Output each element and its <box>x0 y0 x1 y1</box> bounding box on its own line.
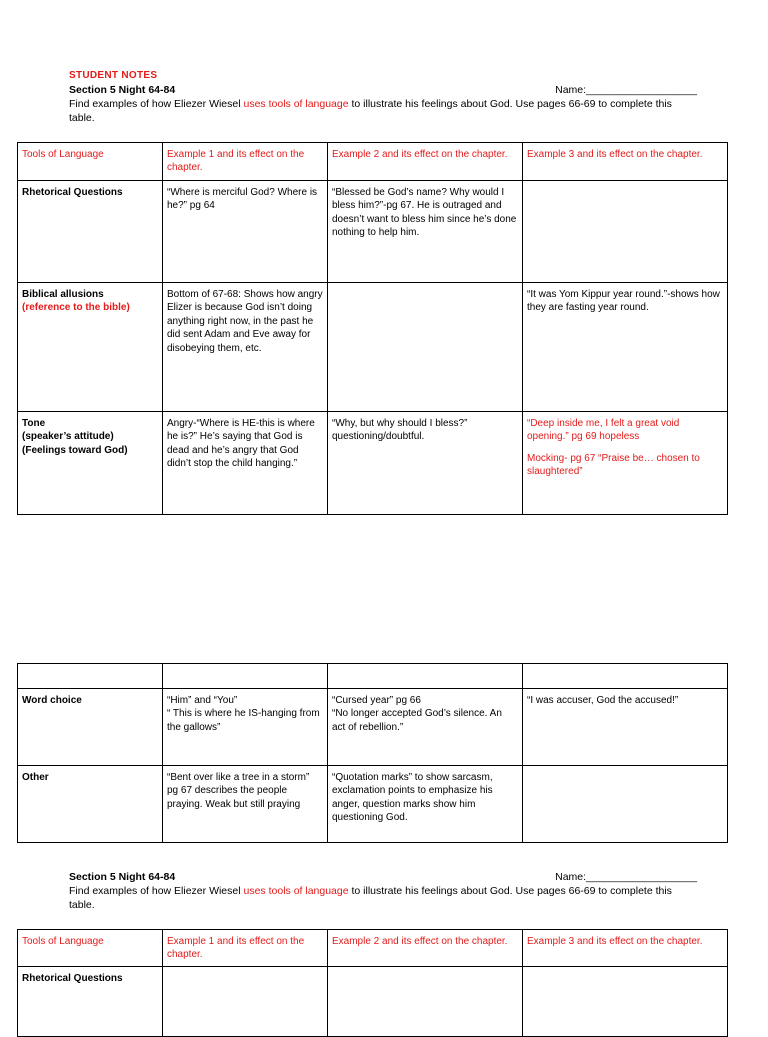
student-notes-title: STUDENT NOTES <box>69 70 158 81</box>
header-example-1: Example 1 and its effect on the chapter. <box>163 930 328 967</box>
header-2 <box>69 870 699 912</box>
table-header-row <box>18 143 728 181</box>
cell-example-1[interactable]: Angry-“Where is HE-this is where he is?” He’s saying that God is dead and he’s angry that God didn’t stop the child hanging.” <box>163 412 328 515</box>
section-title: Section 5 Night 64-84 <box>69 871 176 883</box>
instructions-line2: table. <box>69 899 95 911</box>
cell-example-2[interactable]: “Cursed year” pg 66 “No longer accepted God’s silence. An act of rebellion.” <box>328 689 523 766</box>
table-header-row <box>18 930 728 967</box>
header-example-2: Example 2 and its effect on the chapter. <box>328 143 523 181</box>
header-tools: Tools of Language <box>18 143 163 181</box>
instructions: Find examples of how Eliezer Wiesel uses tools of language to illustrate his feelings about God. Use pages 66-69 to complete this <box>69 885 672 897</box>
row-label-other: Other <box>18 766 163 843</box>
notes-table-1 <box>17 142 728 515</box>
table-row <box>18 181 728 283</box>
cell-example-1[interactable]: “Where is merciful God? Where is he?” pg 64 <box>163 181 328 283</box>
header-example-1: Example 1 and its effect on the chapter. <box>163 143 328 181</box>
header-1 <box>69 69 699 125</box>
cell-example-1[interactable] <box>163 967 328 1037</box>
cell-example-2[interactable]: “Quotation marks” to show sarcasm, exclamation points to emphasize his anger, question marks show him questioning God. <box>328 766 523 843</box>
table-row <box>18 766 728 843</box>
notes-table-2 <box>17 663 728 843</box>
cell-example-1[interactable]: “Bent over like a tree in a storm” pg 67 describes the people praying. Weak but still praying <box>163 766 328 843</box>
cell-example-1[interactable]: “Him” and “You” “ This is where he IS-hanging from the gallows” <box>163 689 328 766</box>
row-label-rhetorical: Rhetorical Questions <box>18 181 163 283</box>
name-field[interactable]: Name:___________________ <box>555 871 697 883</box>
header-example-3: Example 3 and its effect on the chapter. <box>523 143 728 181</box>
table-row <box>18 412 728 515</box>
table-row <box>18 283 728 412</box>
cell-example-1[interactable]: Bottom of 67-68: Shows how angry Elizer is because God isn’t doing anything right now, in the past he did sent Adam and Eve away for disobeying them, etc. <box>163 283 328 412</box>
row-label-word-choice: Word choice <box>18 689 163 766</box>
instructions-line2: table. <box>69 112 95 124</box>
instructions: Find examples of how Eliezer Wiesel uses tools of language to illustrate his feelings about God. Use pages 66-69 to complete this <box>69 98 672 110</box>
row-label-biblical: Biblical allusions (reference to the bible) <box>18 283 163 412</box>
cell-example-3[interactable] <box>523 766 728 843</box>
header-example-3: Example 3 and its effect on the chapter. <box>523 930 728 967</box>
name-field[interactable]: Name:___________________ <box>555 84 697 96</box>
notes-table-3 <box>17 929 728 1037</box>
cell-example-2[interactable]: “Why, but why should I bless?” questioning/doubtful. <box>328 412 523 515</box>
cell-example-3[interactable]: “Deep inside me, I felt a great void opening.” pg 69 hopeless Mocking- pg 67 “Praise be… chosen to slaughtered” <box>523 412 728 515</box>
cell-example-2[interactable] <box>328 283 523 412</box>
header-tools: Tools of Language <box>18 930 163 967</box>
cell-example-2[interactable]: “Blessed be God’s name? Why would I bless him?”-pg 67. He is outraged and doesn’t want to bless him since he’s done nothing to help him. <box>328 181 523 283</box>
row-label-tone: Tone (speaker’s attitude) (Feelings toward God) <box>18 412 163 515</box>
cell-example-3[interactable] <box>523 967 728 1037</box>
cell-example-3[interactable] <box>523 181 728 283</box>
header-example-2: Example 2 and its effect on the chapter. <box>328 930 523 967</box>
cell-example-3[interactable]: “I was accuser, God the accused!” <box>523 689 728 766</box>
table-row <box>18 967 728 1037</box>
cell-example-3[interactable]: “It was Yom Kippur year round.”-shows how they are fasting year round. <box>523 283 728 412</box>
row-label-rhetorical: Rhetorical Questions <box>18 967 163 1037</box>
section-title: Section 5 Night 64-84 <box>69 84 176 96</box>
cell-example-2[interactable] <box>328 967 523 1037</box>
table-empty-row <box>18 664 728 689</box>
table-row <box>18 689 728 766</box>
